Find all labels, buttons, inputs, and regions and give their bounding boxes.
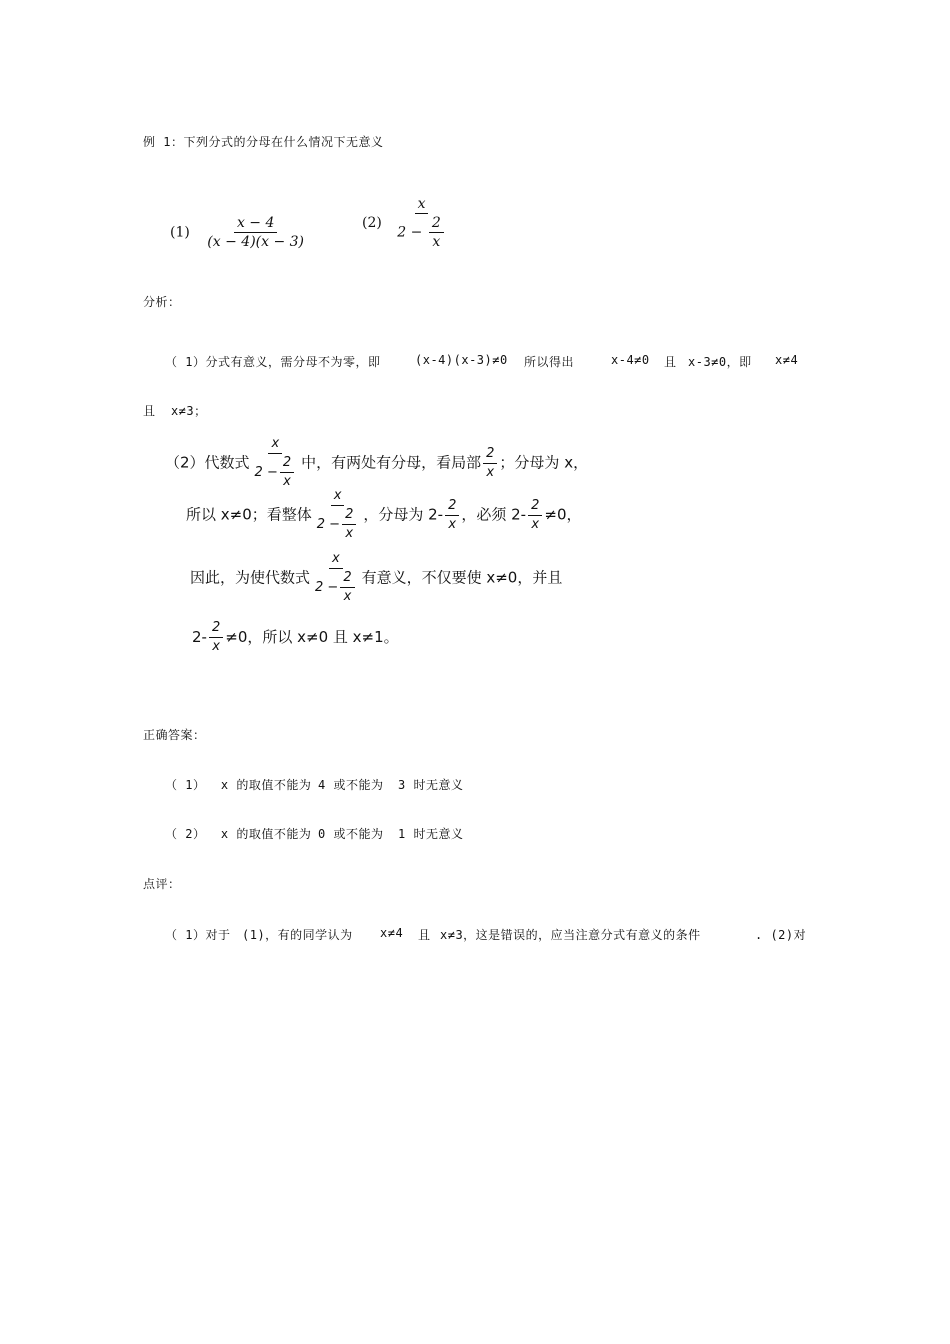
analysis-line-1f: x-3≠0，即 [688,355,752,369]
local-fraction [209,620,223,655]
fraction-denominator: x [343,589,352,604]
fraction-denominator: x [283,474,291,489]
fraction-numerator: x − 4 [234,215,277,233]
fraction-numerator: x [268,436,282,454]
analysis-line-1g: x≠4 [775,353,799,367]
explanation-text: ≠0，所以 x≠0 且 x≠1。 [225,628,399,646]
fraction-numerator: 2 [340,570,354,588]
fraction-numerator: 2 [280,455,294,473]
explanation-text: 2- [192,628,207,646]
explanation-text: ；分母为 x， [499,453,589,472]
denominator-prefix: 2 − [315,580,339,595]
answer-2c: 1 时无意义 [398,827,464,841]
question-item-2-label: (2) [362,215,382,231]
explanation-text: ，分母为 2- [363,505,444,524]
fraction-numerator: x [415,196,429,214]
comment-a: （ 1）对于 [165,928,231,942]
analysis-line-1d: x-4≠0 [611,353,650,367]
algebraic-fraction [312,551,360,605]
explanation-text: 中，有两处有分母，看局部 [301,453,482,472]
answer-heading: 正确答案： [143,728,206,742]
analysis-line-1c: 所以得出 [524,355,575,369]
explanation-text: ，必须 2- [461,505,527,524]
fraction-denominator [252,454,300,490]
explanation-paragraph-3 [190,551,562,605]
question-item-2-fraction [394,196,448,250]
fraction-numerator: 2 [429,215,444,233]
explanation-text: 有意义，不仅要使 x≠0，并且 [361,568,563,587]
fraction-denominator: x [486,464,495,480]
comment-c: x≠4 [380,926,404,940]
explanation-paragraph-4 [192,620,399,655]
explanation-paragraph-2 [186,488,582,542]
fraction-denominator: x [531,516,540,532]
denominator-prefix: 2 − [316,517,341,532]
fraction-denominator [394,214,448,250]
nested-fraction [342,507,356,542]
nested-fraction [340,570,354,605]
nested-fraction [429,215,444,250]
fraction-numerator: 2 [342,507,356,525]
fraction-numerator: 2 [483,446,497,464]
fraction-numerator: x [331,488,345,506]
fraction-denominator: x [212,639,220,654]
question-item-1-fraction [204,215,307,250]
comment-f: . (2)对 [755,928,807,942]
question-item-2 [362,196,451,250]
fraction-denominator: x [432,234,441,250]
comment-d: 且 [418,928,431,942]
analysis-line-1a: （ 1）分式有意义，需分母不为零，即 [165,355,381,369]
fraction-numerator: 2 [445,498,459,516]
answer-1a: （ 1） x 的取值不能为 [165,778,312,792]
answer-2b: 0 或不能为 [318,827,384,841]
fraction-denominator: (x − 4)(x − 3) [207,234,305,250]
comment-b: (1)，有的同学认为 [242,928,353,942]
fraction-numerator: 2 [209,620,223,638]
question-item-1-label: (1) [170,224,190,241]
fraction-numerator: x [329,551,343,569]
local-fraction [445,498,459,533]
explanation-text: 因此，为使代数式 [190,568,311,587]
local-fraction [528,498,542,533]
question-item-1 [170,215,309,250]
denominator-prefix: 2 − [397,224,423,241]
explanation-paragraph-1 [165,436,588,490]
analysis-heading: 分析： [143,295,181,309]
comment-e: x≠3，这是错误的，应当注意分式有意义的条件 [440,928,701,942]
denominator-prefix: 2 − [254,465,278,480]
answer-1b: 4 或不能为 [318,778,384,792]
question-title: 例 1：下列分式的分母在什么情况下无意义 [143,135,384,149]
answer-2a: （ 2） x 的取值不能为 [165,827,312,841]
fraction-denominator: x [448,516,457,532]
local-fraction [483,446,497,481]
explanation-text: ≠0， [544,505,582,524]
fraction-numerator: 2 [528,498,542,516]
analysis-line-2: 且 x≠3； [143,404,207,418]
algebraic-fraction [252,436,300,490]
comment-heading: 点评： [143,877,181,891]
analysis-line-1b: (x-4)(x-3)≠0 [415,353,508,367]
explanation-text: 所以 x≠0；看整体 [186,505,312,524]
fraction-denominator [314,506,362,542]
algebraic-fraction [314,488,362,542]
explanation-text: （2）代数式 [165,453,250,472]
nested-fraction [280,455,294,490]
analysis-line-1e: 且 [664,355,677,369]
fraction-denominator: x [345,526,354,541]
fraction-denominator [312,569,360,605]
answer-1c: 3 时无意义 [398,778,464,792]
